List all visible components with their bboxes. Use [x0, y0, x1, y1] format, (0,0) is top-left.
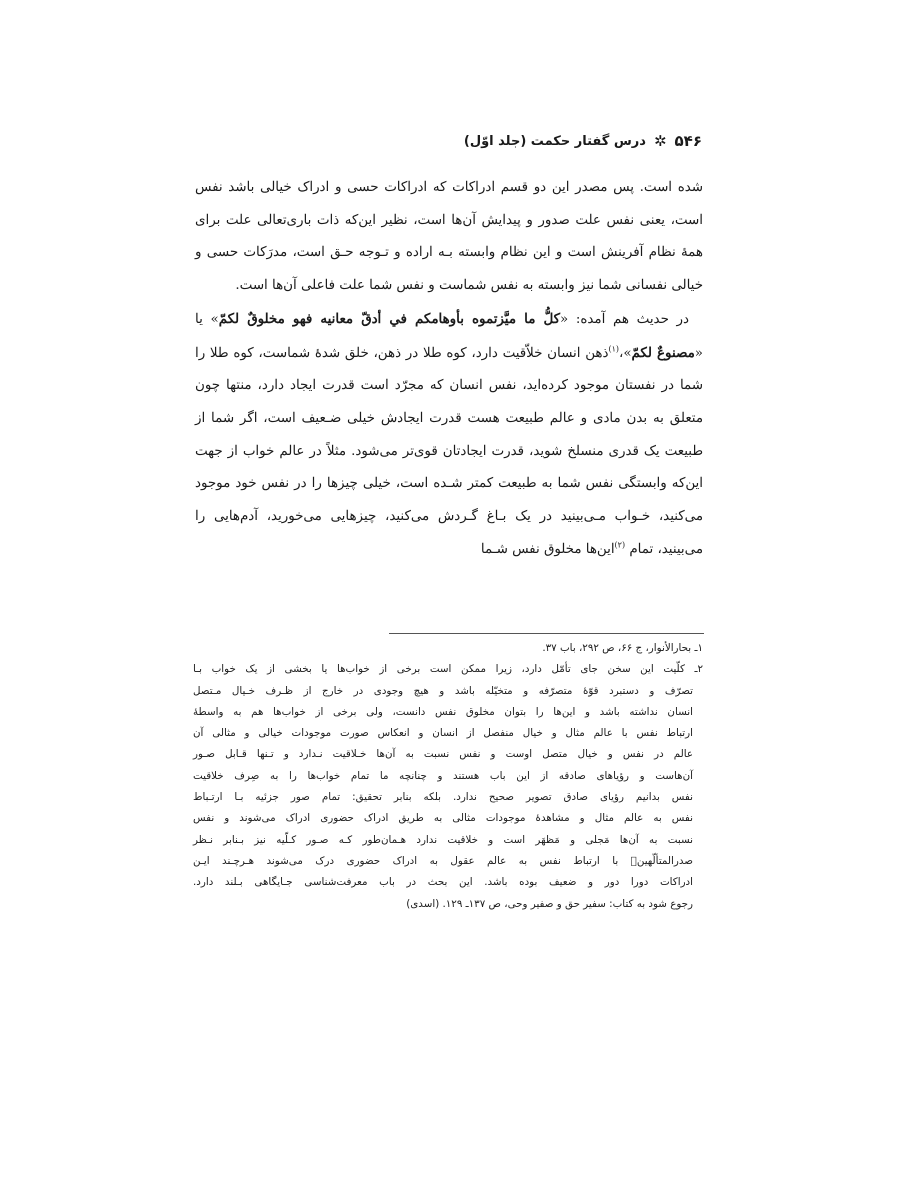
footnote-2 [193, 659, 703, 915]
footnote-2-line: آن‌هاست و رؤیاهای صادقه از این باب هستند و چنانچه ما تمام خواب‌ها را به صِرف خلاقیت [193, 769, 693, 782]
footnote-2-line: صدرالمتألّهین﷫ با ارتباط نفس به عالم عقول به ادراک حضوری درک می‌شوند هـرچـند ایـن [193, 854, 693, 867]
paragraph-2-close-quote: »، [619, 345, 632, 361]
footnotes [193, 638, 703, 915]
running-title: درس گفتار حکمت (جلد اوّل) [463, 133, 646, 149]
paragraph-2 [195, 303, 703, 567]
paragraph-1: شده است. پس مصدر این دو قسم ادراکات که ادراکات حسی و ادراک خیالی باشد نفس است، یعنی نفس علت صدور و پیدایش آن‌ها است، نظیر این‌که ذات باری‌تعالی علت برای همهٔ نظام آفرینش است و این نظام وابسته بـه اراده و تـوجه حـق است، مدرَکات حسی و خیالی نفسانی شما نیز وابسته به نفس شماست و نفس شما علت فاعلی آن‌ها است. [195, 180, 703, 294]
footnote-ref-2[interactable]: (۲) [614, 540, 626, 550]
main-text [195, 172, 703, 566]
footnote-2-line: نفس به عالم مثال و مشاهدهٔ موجودات مثالی به طریق ادراک حضوری ادراک می‌شوند و نفس [193, 812, 693, 825]
footnote-2-line: نفس بدانیم رؤیای صادق تصویر صحیح ندارد. بلکه بنابر تحقیق: تمام صور جزئیه بـا ارتـباط [193, 791, 693, 804]
footnote-2-line: ۲ـ کلّیت این سخن جای تأمّل دارد، زیرا ممکن است برخی از خواب‌ها یا بخشی از یک خواب بـا [193, 663, 703, 676]
footnote-2-line: عالم در نفس و خیال متصل اوست و نفس نسبت به آن‌ها خـلاقیت نـدارد و تـنها قـابل صـور [193, 748, 693, 761]
footnote-2-line: رجوع شود به کتاب: سفیر حق و صفیر وحی، ص ۱۳۷ـ ۱۲۹. (اسدی) [406, 897, 693, 910]
footnote-2-line: ادراکات دورا دور و ضعیف بوده باشد. این بحث در باب معرفت‌شناسی جـایگاهی بـلند دارد. [193, 876, 693, 889]
paragraph-2-end: این‌ها مخلوق نفس شـما [480, 541, 615, 557]
page-number: ۵۴۶ [674, 132, 702, 150]
ornament-icon: ✲ [653, 131, 667, 150]
footnote-ref-1[interactable]: (۱) [608, 344, 619, 354]
hadith-quote: کلُّ ما میَّزتموه بأوهامکم في أدقّ معانیه فهو مخلوقٌ لکمّ [218, 310, 560, 327]
footnote-2-line: تصرّف و دستبرد قوّهٔ متصرّفه و متخیّله باشد و هیچ وجودی در خارج از ظـرف خـیال مـتصل [193, 684, 693, 697]
footnote-2-line: نسبت به آن‌ها مَجلی و مَظهَر است و خلاقیت ندارد هـمان‌طور کـه صـور کـلّیه نیز بـنابر نـظر [193, 833, 693, 846]
paragraph-2-text: ذهن انسان خلاّقیت دارد، کوه طلا در ذهن، خلق شدهٔ شماست، کوه طلا را شما در نفستان موجود کرده‌اید، نفس انسان که مجرّد است قدرت ایجاد دارد، منتها چون متعلق به بدن مادی و عالم طبیعت هست قدرت ایجادش خیلی ضـعیف است، اگر شما از طبیعت یک قدری منسلخ شوید، قدرت ایجادتان قوی‌تر می‌شود. مثلاً در عالم خواب از جهت این‌که وابستگی نفس شما به طبیعت کمتر شـده است، خیلی چیزها را در نفس خود موجود می‌کنید، خـواب مـی‌بینید در یک بـاغ گـردش می‌کنید، چیزهایی می‌خورید، آدم‌هایی را می‌بینید، تمام [195, 345, 703, 557]
running-header [464, 132, 702, 150]
footnote-2-line: انسان نداشته باشد و این‌ها را بتوان مخلوق نفس دانست، ولی برخی از خواب‌ها هم به واسطهٔ [193, 705, 693, 718]
footnote-2-line: ارتباط نفس با عالم مثال و خیال منفصل از انسان و انعکاس صورت موجودات خیالی و مثالی آن [193, 727, 693, 740]
footnote-divider [389, 633, 704, 634]
paragraph-2-intro: در حدیث هم آمده: « [559, 311, 689, 327]
paragraph-2-connector: » یا « [195, 311, 703, 361]
footnote-1: ۱ـ بحارالأنوار، ج ۶۶، ص ۲۹۲، باب ۳۷. [542, 642, 703, 654]
hadith-quote-variant: مصنوعٌ لکمّ [631, 344, 695, 361]
